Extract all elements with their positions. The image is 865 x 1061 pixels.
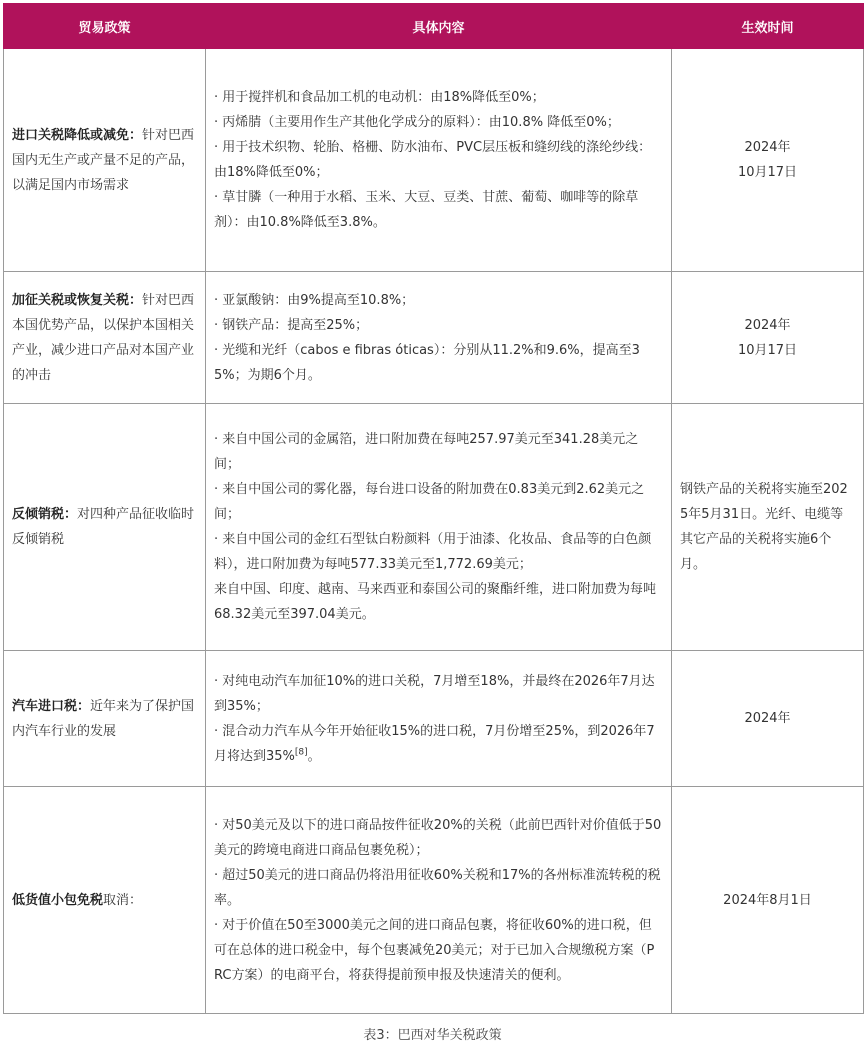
- policy-desc: 取消：: [103, 892, 143, 908]
- policy-title: 汽车进口税：: [12, 698, 91, 714]
- header-trade-policy: 贸易政策: [4, 4, 206, 49]
- date-text: 2024年: [744, 711, 791, 726]
- table-row: [4, 404, 864, 651]
- tariff-policy-table: [3, 3, 864, 1014]
- content-period: 。: [307, 748, 321, 764]
- date-year: 2024年: [744, 140, 791, 155]
- header-content: 具体内容: [206, 4, 672, 49]
- policy-desc: 针对巴西国内无生产或产量不足的产品，以满足国内市场需求: [12, 127, 195, 193]
- content-line: · 对纯电动汽车加征10%的进口关税，7月增至18%，并最终在2026年7月达到35%；: [214, 673, 655, 714]
- content-cell: [206, 404, 672, 651]
- effective-note: 钢铁产品的关税将实施至2025年5月31日。光纤、电缆等其它产品的关税将实施6个月。: [680, 482, 848, 572]
- content-line: · 亚氯酸钠：由9%提高至10.8%；: [214, 292, 415, 308]
- table-caption: 表3：巴西对华关税政策: [363, 1028, 502, 1043]
- content-line: [214, 719, 663, 769]
- table-row: [4, 49, 864, 272]
- content-line: 来自中国、印度、越南、马来西亚和泰国公司的聚酯纤维，进口附加费为每吨68.32美元至397.04美元。: [214, 582, 657, 622]
- content-line: · 对50美元及以下的进口商品按件征收20%的关税（此前巴西针对价值低于50美元的跨境电商进口商品包裹免税）；: [214, 817, 662, 858]
- content-line: · 光缆和光纤（cabos e fibras óticas）：分别从11.2%和9.6%，提高至35%；为期6个月。: [214, 342, 640, 383]
- date-cell: [672, 787, 864, 1014]
- policy-cell: [4, 49, 206, 272]
- header-effective-date: 生效时间: [672, 4, 864, 49]
- policy-title: 反倾销税：: [12, 507, 78, 522]
- content-line: · 丙烯腈（主要用作生产其他化学成分的原料）：由10.8% 降低至0%；: [214, 115, 620, 130]
- date-text: 2024年8月1日: [723, 892, 812, 908]
- content-line: · 来自中国公司的雾化器，每台进口设备的附加费在0.83美元到2.62美元之间；: [214, 482, 645, 522]
- policy-cell: [4, 272, 206, 404]
- policy-title: 加征关税或恢复关税：: [12, 292, 143, 308]
- policy-cell: [4, 404, 206, 651]
- policy-cell: [4, 651, 206, 787]
- table-row: [4, 272, 864, 404]
- content-line: · 超过50美元的进口商品仍将沿用征收60%关税和17%的各州标准流转税的税率。: [214, 867, 661, 908]
- content-cell: [206, 49, 672, 272]
- content-line: · 来自中国公司的金红石型钛白粉颜料（用于油漆、化妆品、食品等的白色颜料），进口附加费为每吨577.33美元至1,772.69美元；: [214, 532, 652, 572]
- policy-desc: 对四种产品征收临时反倾销税: [12, 507, 195, 547]
- content-text: · 混合动力汽车从今年开始征收15%的进口税，7月份增至25%，到2026年7月将达到35%: [214, 723, 655, 764]
- date-cell: [672, 404, 864, 651]
- header-row: [4, 4, 864, 49]
- content-line: · 用于搅拌机和食品加工机的电动机：由18%降低至0%；: [214, 90, 545, 105]
- content-line: · 对于价值在50至3000美元之间的进口商品包裹，将征收60%的进口税，但可在总体的进口税金中，每个包裹减免20美元；对于已加入合规缴税方案（PRC方案）的电商平台，将获得提前预申报及快速清关的便利。: [214, 917, 655, 983]
- policy-title: 进口关税降低或减免：: [12, 127, 143, 143]
- content-line: · 钢铁产品：提高至25%；: [214, 317, 369, 333]
- policy-desc: 近年来为了保护国内汽车行业的发展: [12, 698, 195, 739]
- footnote-link[interactable]: [8]: [294, 747, 308, 758]
- date-cell: [672, 49, 864, 272]
- date-year: 2024年: [744, 317, 791, 333]
- date-day: 10月17日: [737, 342, 798, 358]
- content-line: · 来自中国公司的金属箔，进口附加费在每吨257.97美元至341.28美元之间；: [214, 432, 639, 472]
- date-day: 10月17日: [737, 165, 798, 180]
- policy-cell: [4, 787, 206, 1014]
- policy-desc: 针对巴西本国优势产品，以保护本国相关产业，减少进口产品对本国产业的冲击: [12, 292, 195, 383]
- table-row: [4, 651, 864, 787]
- policy-title: 低货值小包免税: [12, 892, 104, 908]
- content-cell: [206, 787, 672, 1014]
- content-cell: [206, 272, 672, 404]
- content-line: · 草甘膦（一种用于水稻、玉米、大豆、豆类、甘蔗、葡萄、咖啡等的除草剂）：由10.8%降低至3.8%。: [214, 190, 639, 230]
- content-line: · 用于技术织物、轮胎、格栅、防水油布、PVC层压板和缝纫线的涤纶纱线：由18%降低至0%；: [214, 140, 652, 180]
- date-cell: [672, 651, 864, 787]
- table-row: [4, 787, 864, 1014]
- date-cell: [672, 272, 864, 404]
- content-cell: [206, 651, 672, 787]
